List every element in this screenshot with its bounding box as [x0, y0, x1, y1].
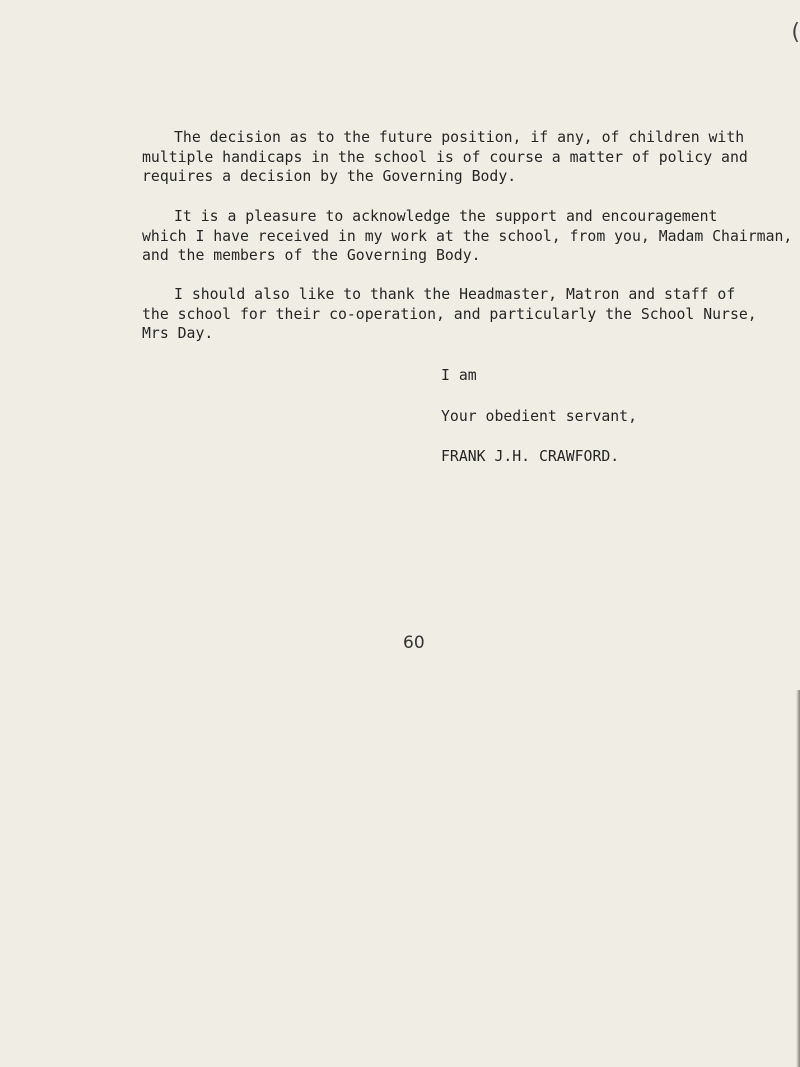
paragraph-line: requires a decision by the Governing Body.: [142, 168, 517, 185]
paragraph-acknowledgement: [142, 207, 793, 266]
paragraph-line: which I have received in my work at the school, from you, Madam Chairman,: [142, 227, 793, 245]
paragraph-line: Mrs Day.: [142, 325, 214, 342]
closing-i-am: I am: [441, 367, 477, 384]
signature: FRANK J.H. CRAWFORD.: [441, 448, 620, 465]
page-edge: [790, 0, 800, 1067]
paragraph-line: It is a pleasure to acknowledge the support and encouragement: [174, 208, 718, 225]
paragraph-line: The decision as to the future position, if any, of children with: [174, 129, 745, 146]
paragraph-line: and the members of the Governing Body.: [142, 247, 481, 264]
closing-servant: Your obedient servant,: [441, 408, 637, 425]
edge-bracket-mark: (: [791, 20, 800, 45]
paragraph-decision: [142, 128, 782, 187]
edge-shadow: [796, 690, 800, 1067]
paragraph-line: the school for their co-operation, and particularly the School Nurse,: [142, 305, 757, 323]
page-number: 60: [403, 633, 425, 653]
paragraph-thanks: [142, 285, 782, 344]
paragraph-line: I should also like to thank the Headmaster, Matron and staff of: [174, 286, 736, 303]
paragraph-line: multiple handicaps in the school is of course a matter of policy and: [142, 148, 748, 166]
